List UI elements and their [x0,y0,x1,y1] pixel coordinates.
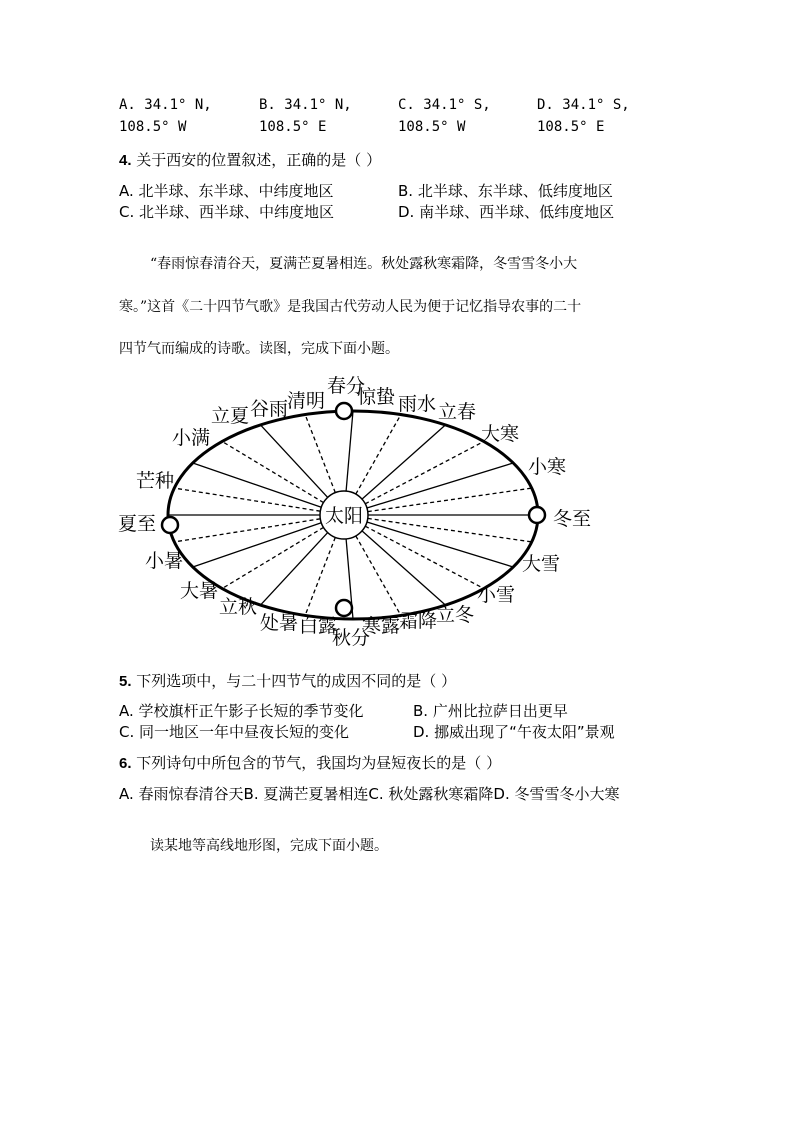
passage-line2: 寒。”这首《二十四节气歌》是我国古代劳动人民为便于记忆指导农事的二十 [119,299,582,315]
q4-number: 4. [119,152,132,169]
q3-option-b-line1: B. 34.1° N, [259,97,352,113]
radial-line [356,536,401,616]
term-liqiu: 立秋 [219,596,258,618]
q5-number: 5. [119,673,132,690]
q6-option-a: A. 春雨惊春清谷天 [119,785,244,803]
q5-option-d: D. 挪威出现了“午夜太阳”景观 [413,723,615,741]
q5-stem [119,670,456,691]
radial-line [356,415,401,495]
passage-line1: “春雨惊春清谷天，夏满芒夏暑相连。秋处露秋寒霜降，冬雪雪冬小大 [150,256,578,272]
term-xiaoman: 小满 [172,427,211,449]
term-mangzhong: 芒种 [136,470,175,492]
radial-line [222,442,323,503]
term-xiaoshu: 小暑 [145,550,184,572]
radial-line [346,411,353,491]
radial-line [222,527,323,588]
term-lichun: 立春 [438,401,477,423]
q3-option-b-line2: 108.5° E [259,119,327,135]
term-chunfen: 春分 [327,375,366,397]
q3-option-a-line1: A. 34.1° N, [119,97,212,113]
radial-line [261,533,328,606]
term-chushu: 处暑 [260,612,299,634]
term-dongzhi: 冬至 [553,508,592,530]
radial-line [365,442,484,504]
q6-stem [119,752,501,773]
q3-option-a-line2: 108.5° W [119,119,187,135]
q3-option-d-line1: D. 34.1° S, [537,97,630,113]
q4-option-c: C. 北半球、西半球、中纬度地区 [119,203,335,221]
q6-stem-text: 下列诗句中所包含的节气，我国均为昼短夜长的是（ ） [136,754,502,772]
radial-line [365,526,484,588]
term-xiaohan: 小寒 [528,456,567,478]
term-dashu: 大暑 [180,580,219,602]
q3-option-c-line2: 108.5° W [398,119,466,135]
sun-label: 太阳 [324,505,364,527]
q4-option-a: A. 北半球、东半球、中纬度地区 [119,182,334,200]
radial-line [305,415,335,493]
term-dahan: 大寒 [481,423,520,445]
q6-options [119,783,619,804]
q4-option-b: B. 北半球、东半球、低纬度地区 [398,182,613,200]
term-shuangjiang: 霜降 [399,610,438,632]
term-guyu: 谷雨 [250,398,289,420]
term-jingzhe: 惊蛰 [357,386,396,408]
term-qiufen: 秋分 [332,627,371,649]
term-bailu: 白露 [299,615,338,637]
q3-option-c-line1: C. 34.1° S, [398,97,491,113]
earth-marker-chunfen [336,403,352,419]
q5-option-b: B. 广州比拉萨日出更早 [413,702,568,720]
passage2-line1: 读某地等高线地形图，完成下面小题。 [150,838,388,854]
q4-option-d: D. 南半球、西半球、低纬度地区 [398,203,615,221]
q6-number: 6. [119,755,132,772]
passage-line3: 四节气而编成的诗歌。读图，完成下面小题。 [119,341,399,357]
term-lidong: 立冬 [436,604,475,626]
term-daxue: 大雪 [522,553,561,575]
term-xiazhi: 夏至 [118,513,157,535]
earth-marker-dongzhi [529,507,545,523]
q6-option-c: C. 秋处露秋寒霜降 [368,785,494,803]
radial-line [261,425,328,498]
q3-option-d-line2: 108.5° E [537,119,605,135]
term-qingming: 清明 [287,390,326,412]
q6-option-b: B. 夏满芒夏暑相连 [243,785,369,803]
term-lixia: 立夏 [211,405,250,427]
q6-option-d: D. 冬雪雪冬小大寒 [493,785,620,803]
term-xiaoxue: 小雪 [477,584,516,606]
term-yushui: 雨水 [398,393,437,415]
q5-option-a: A. 学校旗杆正午影子长短的季节变化 [119,702,364,720]
term-hanlu: 寒露 [362,615,401,637]
earth-marker-qiufen [336,600,352,616]
q5-stem-text: 下列选项中，与二十四节气的成因不同的是（ ） [136,672,457,690]
radial-line [305,537,335,615]
q4-stem-text: 关于西安的位置叙述，正确的是（ ） [136,151,382,169]
earth-marker-xiazhi [162,517,178,533]
q5-option-c: C. 同一地区一年中昼夜长短的变化 [119,723,350,741]
